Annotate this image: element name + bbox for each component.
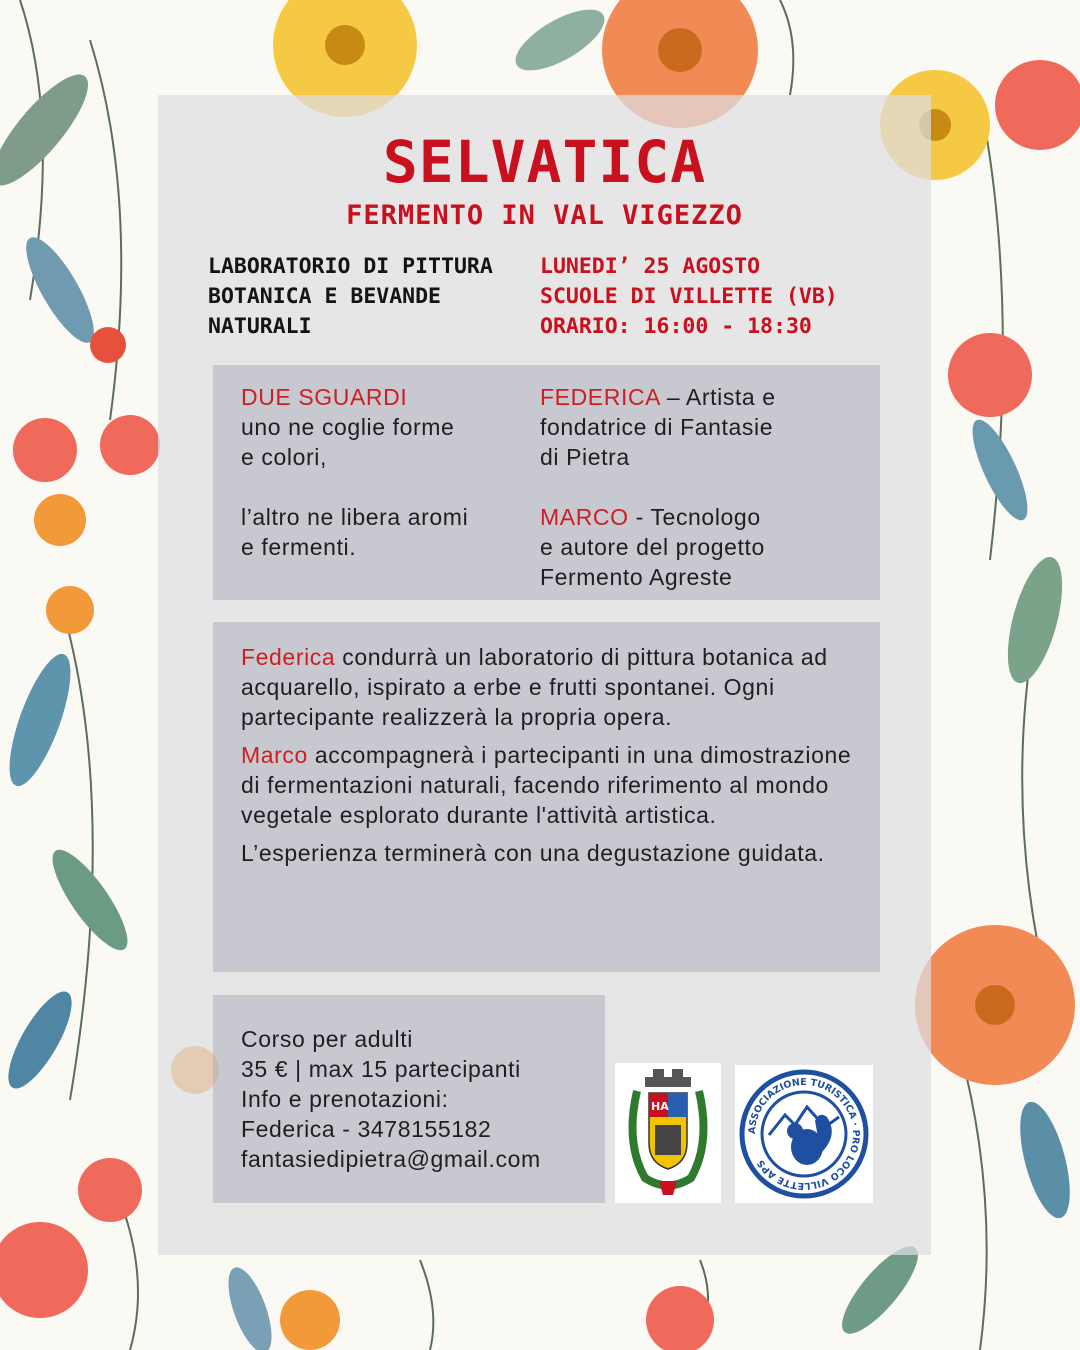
- pro-loco-logo: [735, 1065, 873, 1203]
- page-subtitle: FERMENTO IN VAL VIGEZZO: [346, 200, 743, 231]
- event-time: ORARIO: 16:00 - 18:30: [540, 314, 812, 339]
- marco-bio-line: [540, 502, 860, 532]
- workshop-title-line: LABORATORIO DI PITTURA: [208, 254, 493, 279]
- crest-letters: HA: [651, 1100, 669, 1113]
- federica-bio-line: di Pietra: [540, 444, 630, 470]
- federica-bio-line: [540, 382, 860, 412]
- course-info: [241, 1024, 601, 1174]
- federica-name: FEDERICA: [540, 384, 660, 410]
- course-info-label: Info e prenotazioni:: [241, 1086, 449, 1112]
- page-title: SELVATICA: [382, 128, 707, 196]
- intro-text-line: e colori,: [241, 444, 327, 470]
- description-marco-name: Marco: [241, 742, 308, 768]
- squirrel-badge-icon: [735, 1065, 873, 1203]
- description-federica-name: Federica: [241, 644, 336, 670]
- description-paragraph: L’esperienza terminerà con una degustazione guidata.: [241, 840, 825, 866]
- description-text: [241, 642, 866, 876]
- municipality-crest-logo: [615, 1063, 721, 1203]
- description-paragraph: [241, 642, 866, 732]
- course-price: 35 € | max 15 partecipanti: [241, 1056, 521, 1082]
- crest-icon: [615, 1063, 721, 1203]
- federica-role: – Artista e: [659, 384, 776, 410]
- marco-name: MARCO: [540, 504, 629, 530]
- intro-text-line: l’altro ne libera aromi: [241, 504, 469, 530]
- intro-text-line: uno ne coglie forme: [241, 414, 455, 440]
- federica-bio-line: fondatrice di Fantasie: [540, 414, 774, 440]
- course-email: fantasiedipietra@gmail.com: [241, 1146, 541, 1172]
- description-paragraph: [241, 740, 866, 830]
- intro-right-column: [540, 382, 860, 592]
- description-marco-text: accompagnerà i partecipanti in una dimostrazione di fermentazioni naturali, facendo riferimento al mondo vegetale esplorato durante l'attività artistica.: [241, 742, 852, 828]
- pro-loco-ring-text: ASSOCIAZIONE TURISTICA · PRO LOCO VILLETTE APS: [746, 1076, 862, 1192]
- intro-heading: DUE SGUARDI: [241, 384, 408, 410]
- event-date: LUNEDI’ 25 AGOSTO: [540, 254, 761, 279]
- intro-text-line: e fermenti.: [241, 534, 357, 560]
- description-federica-text: condurrà un laboratorio di pittura botanica ad acquarello, ispirato a erbe e frutti spontanei. Ogni partecipante realizzerà la propria opera.: [241, 644, 828, 730]
- marco-bio-line: e autore del progetto: [540, 534, 765, 560]
- marco-bio-line: Fermento Agreste: [540, 564, 733, 590]
- course-phone: Federica - 3478155182: [241, 1116, 492, 1142]
- workshop-title-line: BOTANICA E BEVANDE: [208, 284, 441, 309]
- event-place: SCUOLE DI VILLETTE (VB): [540, 284, 838, 309]
- intro-left-column: [241, 382, 531, 562]
- event-info: [540, 252, 900, 342]
- course-audience: Corso per adulti: [241, 1026, 413, 1052]
- workshop-title: [208, 252, 528, 342]
- workshop-title-line: NATURALI: [208, 314, 312, 339]
- marco-role: - Tecnologo: [628, 504, 761, 530]
